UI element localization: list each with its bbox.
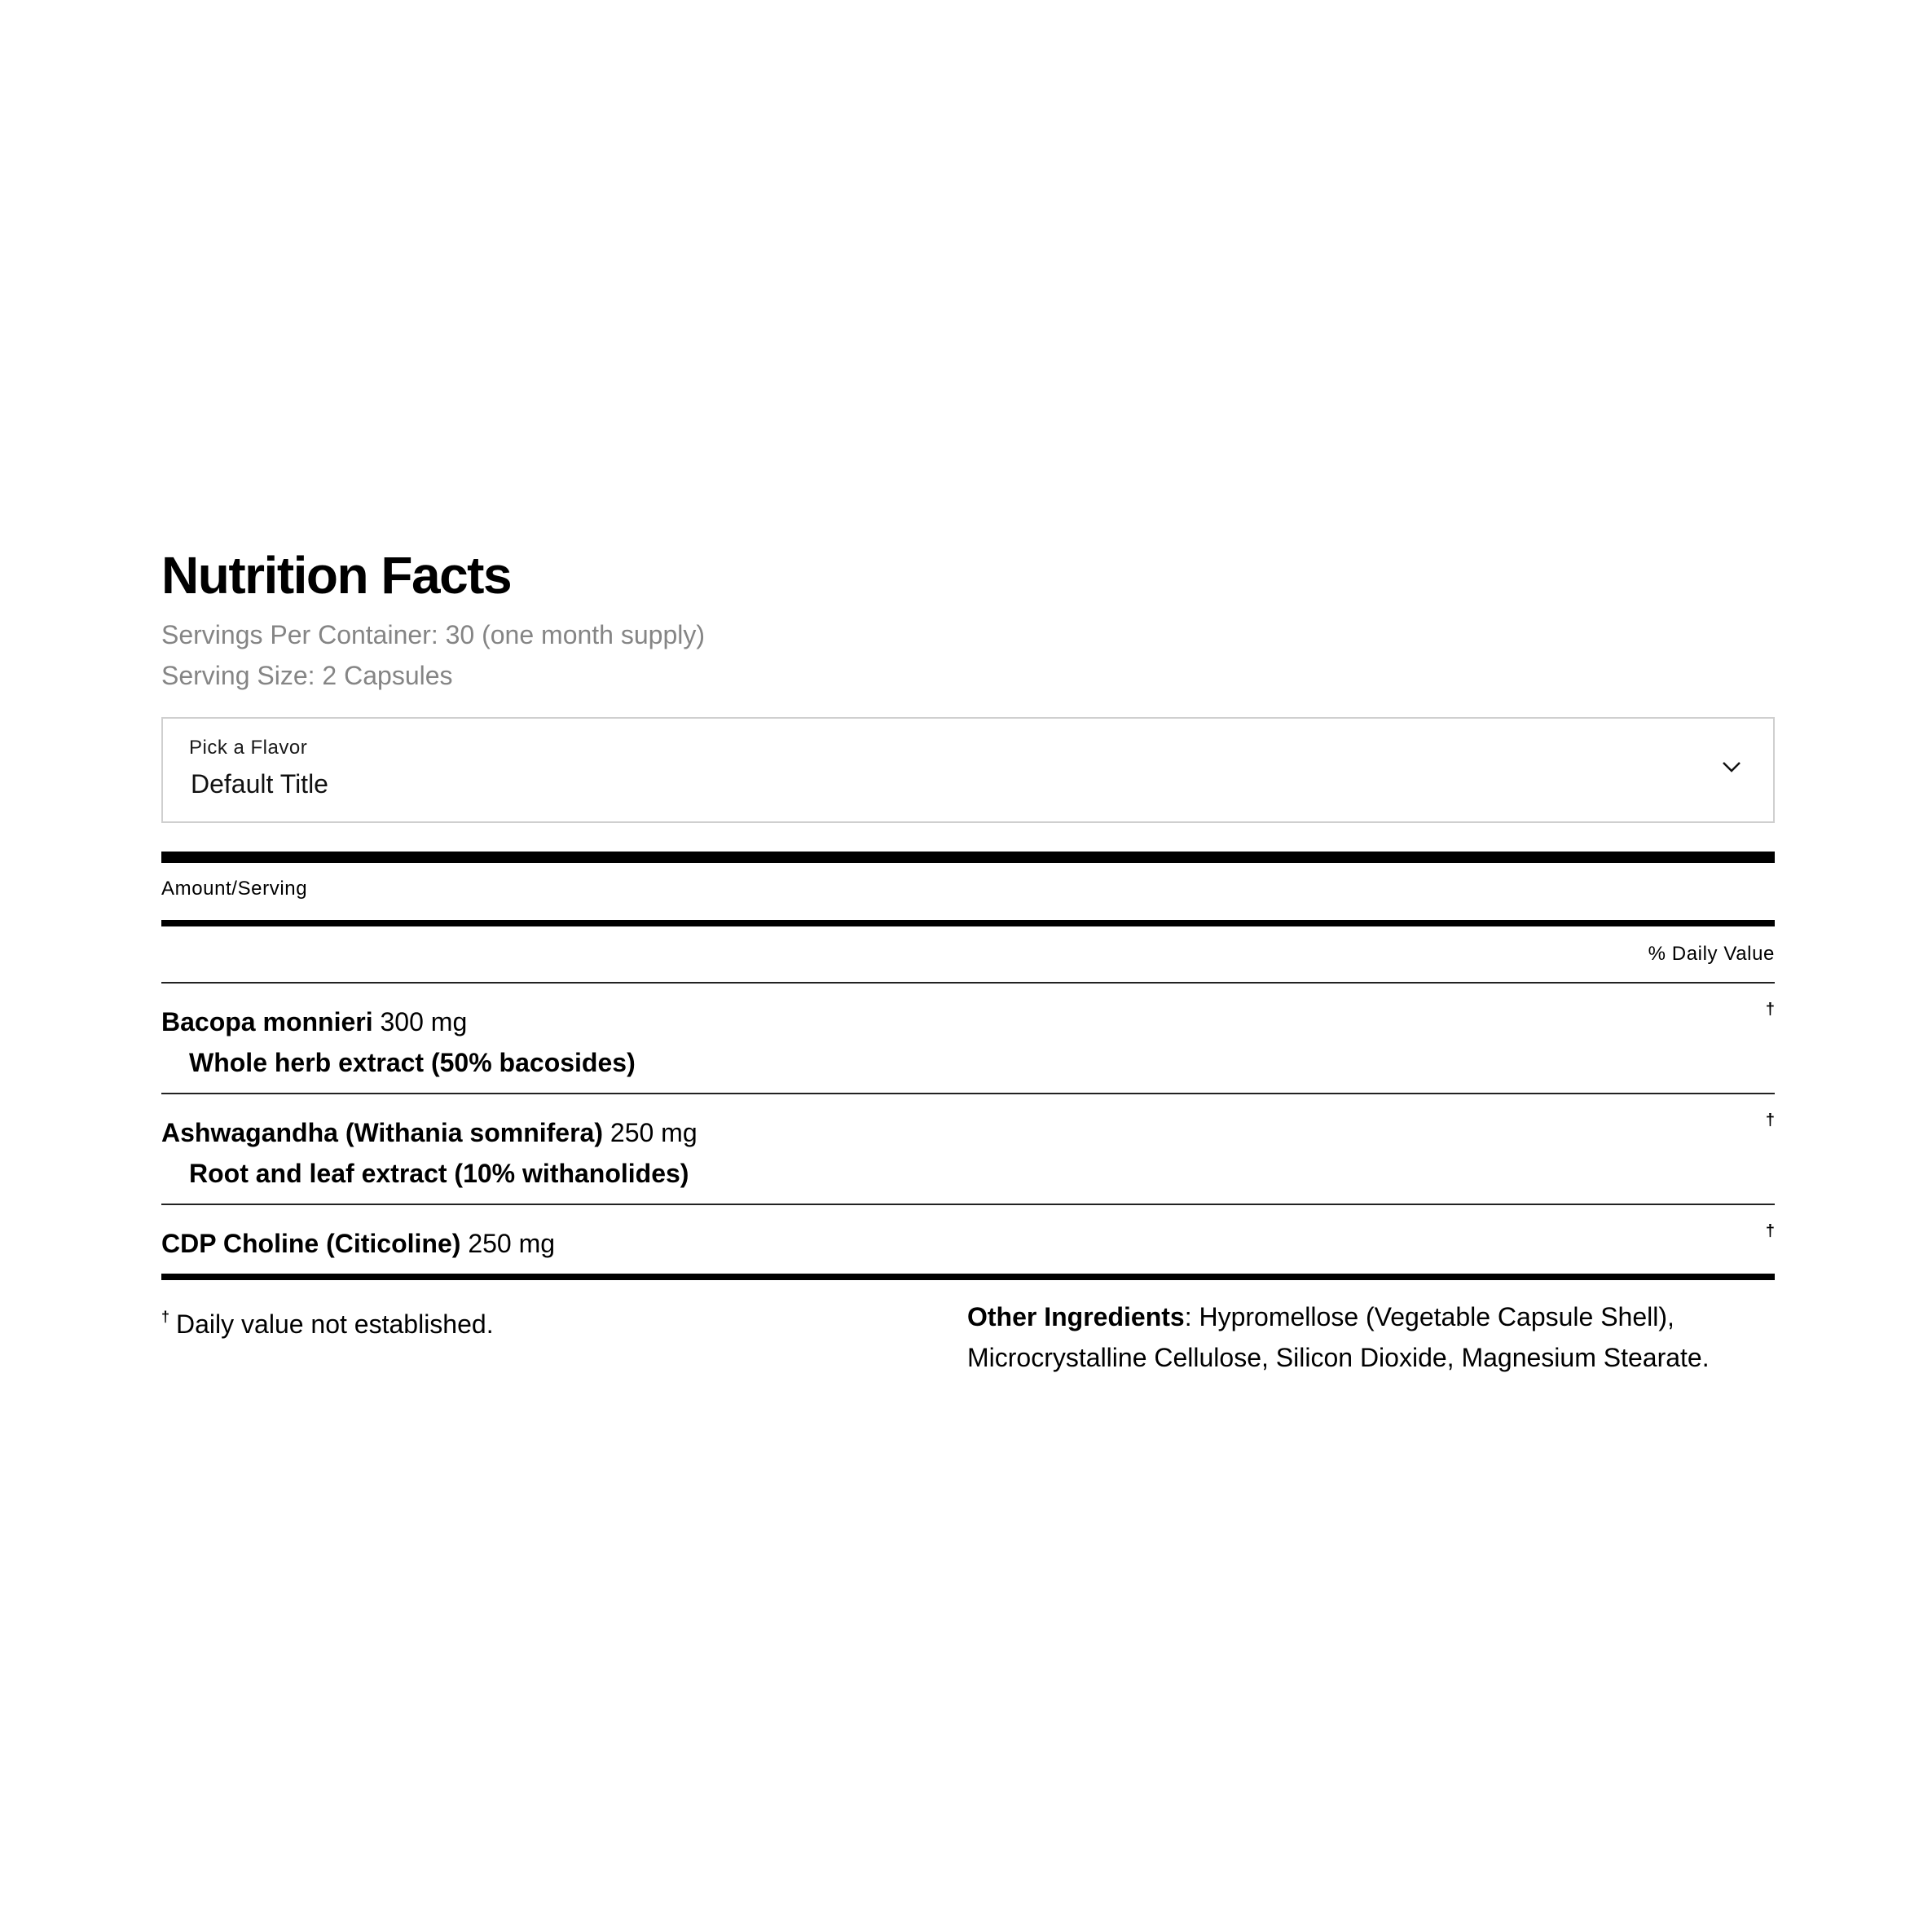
ingredient-row-ashwagandha xyxy=(161,1094,1775,1204)
ingredient-main-line xyxy=(161,1001,1775,1042)
other-ingredients-text: : Hypromellose (Vegetable Capsule Shell), Microcrystalline Cellulose, Silicon Dioxide, Magnesium Stearate. xyxy=(967,1302,1710,1372)
ingredient-amount: 250 mg xyxy=(460,1229,556,1258)
footnote-text: Daily value not established. xyxy=(176,1309,494,1339)
ingredient-amount: 300 mg xyxy=(372,1007,468,1036)
ingredient-main-line xyxy=(161,1112,1775,1153)
heavy-divider xyxy=(161,852,1775,863)
ingredient-row-bacopa xyxy=(161,984,1775,1093)
flavor-select-value[interactable]: Default Title xyxy=(191,769,328,799)
ingredient-row-cdp-choline xyxy=(161,1205,1775,1274)
flavor-select-label: Pick a Flavor xyxy=(189,737,308,759)
nutrition-facts-panel xyxy=(161,544,1775,1410)
footer xyxy=(161,1296,1775,1410)
other-ingredients xyxy=(967,1296,1749,1378)
ingredient-name: Ashwagandha (Withania somnifera) xyxy=(161,1118,603,1147)
chevron-down-icon[interactable] xyxy=(1721,756,1742,777)
flavor-select[interactable] xyxy=(161,717,1775,823)
daily-value-dagger: † xyxy=(1765,1001,1775,1019)
daily-value-dagger: † xyxy=(1765,1111,1775,1129)
daily-value-footnote xyxy=(161,1296,494,1344)
ingredient-amount: 250 mg xyxy=(603,1118,698,1147)
footnote-dagger: † xyxy=(161,1309,170,1325)
servings-per-container: Servings Per Container: 30 (one month supply) xyxy=(161,620,706,649)
daily-value-dagger: † xyxy=(1765,1222,1775,1240)
ingredient-sub: Whole herb extract (50% bacosides) xyxy=(189,1048,636,1077)
ingredient-name: Bacopa monnieri xyxy=(161,1007,373,1036)
mid-divider xyxy=(161,920,1775,926)
bottom-divider xyxy=(161,1274,1775,1280)
ingredient-name: CDP Choline (Citicoline) xyxy=(161,1229,461,1258)
page-title: Nutrition Facts xyxy=(161,546,512,605)
amount-serving-header: Amount/Serving xyxy=(161,878,308,900)
ingredient-sub: Root and leaf extract (10% withanolides) xyxy=(189,1159,689,1188)
other-ingredients-label: Other Ingredients xyxy=(967,1302,1185,1331)
serving-size: Serving Size: 2 Capsules xyxy=(161,661,453,690)
daily-value-header: % Daily Value xyxy=(1648,943,1775,965)
ingredient-main-line xyxy=(161,1223,1775,1264)
